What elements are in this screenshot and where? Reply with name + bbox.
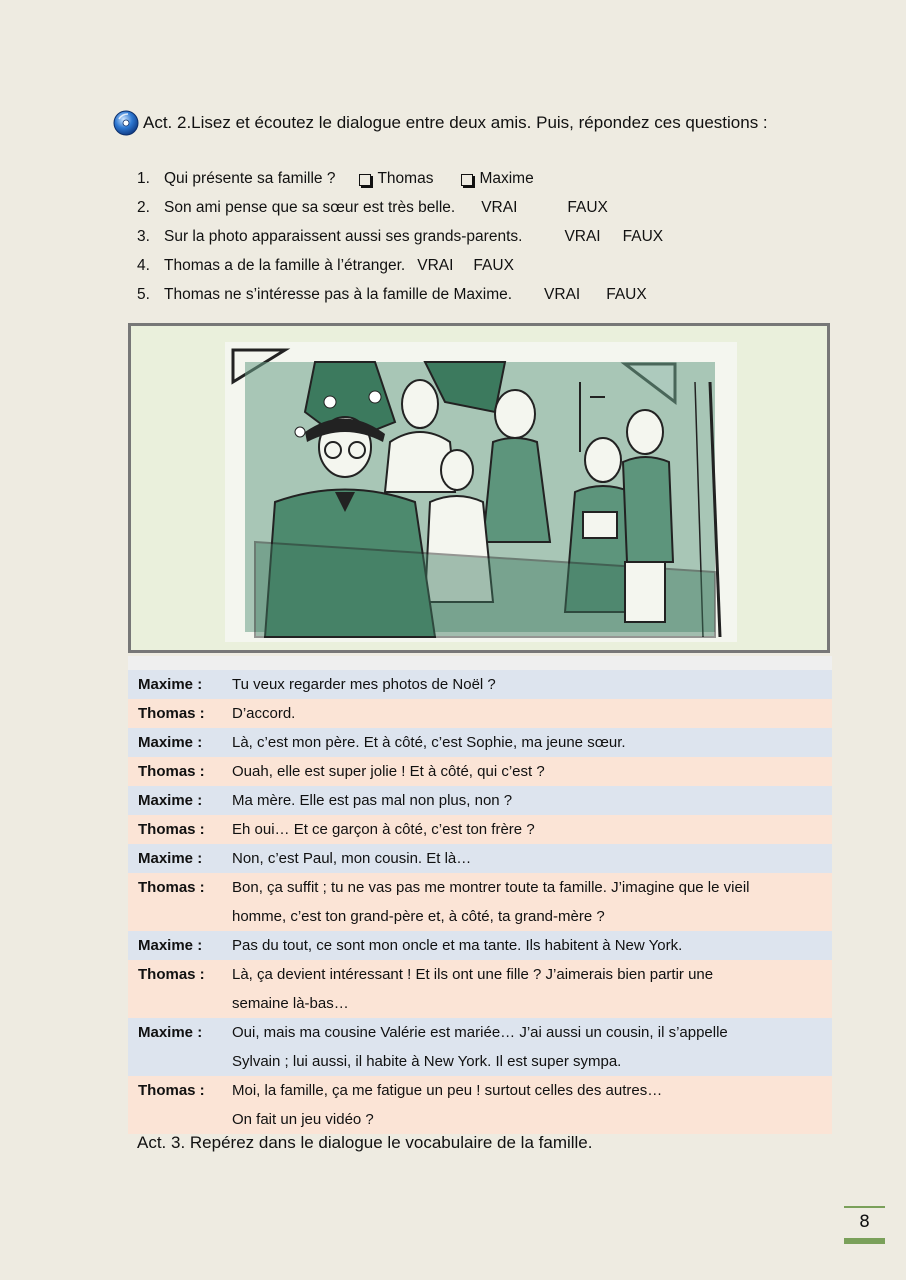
question-text: Sur la photo apparaissent aussi ses grands-parents. (164, 227, 523, 245)
option-vrai[interactable]: VRAI (481, 198, 518, 216)
question-text: Son ami pense que sa sœur est très belle. (164, 198, 456, 216)
question-number: 5. (137, 285, 150, 303)
option-thomas[interactable]: Thomas (377, 169, 434, 187)
dialogue-line: Bon, ça suffit ; tu ne vas pas me montrer toute ta famille. J’imagine que le vieil (232, 879, 750, 896)
table-row (128, 873, 832, 931)
option-faux[interactable]: FAUX (606, 285, 647, 303)
table-row (128, 844, 832, 873)
dialogue-line: Là, c’est mon père. Et à côté, c’est Sophie, ma jeune sœur. (232, 734, 626, 751)
table-row (128, 670, 832, 699)
dialogue-line: Non, c’est Paul, mon cousin. Et là… (232, 850, 472, 867)
dialogue-line: Moi, la famille, ça me fatigue un peu ! surtout celles des autres… (232, 1082, 663, 1099)
table-row (128, 699, 832, 728)
dialogue-line: Pas du tout, ce sont mon oncle et ma tante. Ils habitent à New York. (232, 937, 683, 954)
dialogue-line: Là, ça devient intéressant ! Et ils ont une fille ? J’aimerais bien partir une (232, 966, 714, 983)
option-faux[interactable]: FAUX (567, 198, 608, 216)
question-item (137, 222, 663, 251)
question-number: 1. (137, 169, 150, 187)
question-number: 2. (137, 198, 150, 216)
dialogue-line: Eh oui… Et ce garçon à côté, c’est ton frère ? (232, 821, 535, 838)
question-number: 3. (137, 227, 150, 245)
table-row (128, 815, 832, 844)
table-row (128, 931, 832, 960)
dialogue-line: Oui, mais ma cousine Valérie est mariée… J’ai aussi un cousin, il s’appelle (232, 1024, 728, 1041)
dialogue-line: semaine là-bas… (232, 995, 349, 1012)
speaker-name: Maxime : (138, 734, 203, 751)
question-number: 4. (137, 256, 150, 274)
table-row (128, 786, 832, 815)
page-number: 8 (859, 1212, 870, 1232)
option-faux[interactable]: FAUX (473, 256, 514, 274)
page-number-rule-bottom (844, 1238, 885, 1244)
activity-2-text: Act. 2.Lisez et écoutez le dialogue entre deux amis. Puis, répondez ces questions : (143, 113, 768, 132)
option-vrai[interactable]: VRAI (417, 256, 454, 274)
speaker-name: Thomas : (138, 705, 205, 722)
speaker-name: Thomas : (138, 879, 205, 896)
dialogue-line: On fait un jeu vidéo ? (232, 1111, 374, 1128)
question-text: Thomas a de la famille à l’étranger. (164, 256, 406, 274)
illustration-frame (128, 323, 830, 653)
questions-list (137, 164, 663, 309)
speaker-name: Thomas : (138, 966, 205, 983)
speaker-name: Thomas : (138, 1082, 205, 1099)
option-faux[interactable]: FAUX (622, 227, 664, 245)
dialogue-line: homme, c’est ton grand-père et, à côté, ta grand-mère ? (232, 908, 605, 925)
question-text: Qui présente sa famille ? (164, 169, 336, 187)
question-item (137, 251, 663, 280)
speaker-name: Maxime : (138, 676, 203, 693)
question-item (137, 164, 663, 193)
speaker-name: Maxime : (138, 792, 203, 809)
dialogue-line: Ma mère. Elle est pas mal non plus, non ? (232, 792, 513, 809)
question-text: Thomas ne s’intéresse pas à la famille de Maxime. (164, 285, 513, 303)
page-number-box (844, 1206, 885, 1244)
table-row (128, 1076, 832, 1134)
christmas-family-illustration (225, 342, 737, 642)
dialogue-line: Tu veux regarder mes photos de Noël ? (232, 676, 496, 693)
dialogue-line: Ouah, elle est super jolie ! Et à côté, qui c’est ? (232, 763, 545, 780)
checkbox-icon[interactable] (359, 174, 371, 186)
option-maxime[interactable]: Maxime (479, 169, 534, 187)
table-row (128, 757, 832, 786)
table-row (128, 1018, 832, 1076)
page-number-rule-top (844, 1206, 885, 1208)
audio-cd-icon[interactable] (113, 110, 139, 136)
question-item (137, 193, 663, 222)
dialogue-table (128, 656, 832, 1134)
activity-2-title (113, 110, 768, 136)
speaker-name: Thomas : (138, 763, 205, 780)
table-row (128, 960, 832, 1018)
option-vrai[interactable]: VRAI (564, 227, 601, 245)
question-item (137, 280, 663, 309)
option-vrai[interactable]: VRAI (544, 285, 581, 303)
speaker-name: Maxime : (138, 850, 203, 867)
dialogue-line: Sylvain ; lui aussi, il habite à New York. Il est super sympa. (232, 1053, 622, 1070)
speaker-name: Maxime : (138, 1024, 203, 1041)
speaker-name: Maxime : (138, 937, 203, 954)
checkbox-icon[interactable] (461, 174, 473, 186)
speaker-name: Thomas : (138, 821, 205, 838)
activity-3-title: Act. 3. Repérez dans le dialogue le vocabulaire de la famille. (137, 1133, 593, 1152)
table-row (128, 728, 832, 757)
dialogue-line: D’accord. (232, 705, 296, 722)
